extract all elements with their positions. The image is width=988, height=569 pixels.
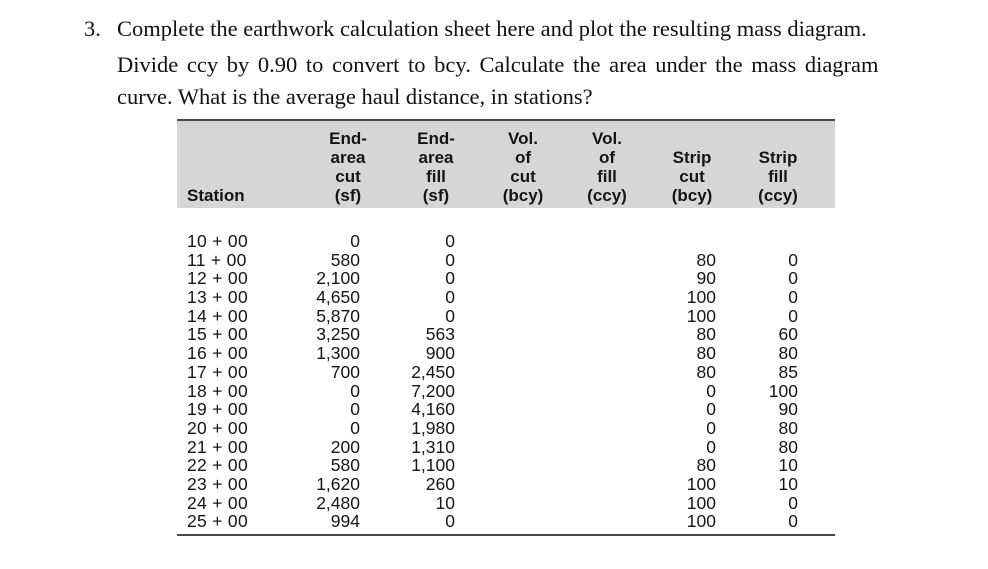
end-area-fill-cell: 0: [445, 249, 455, 270]
table-row: [177, 512, 835, 531]
header-line: cut: [679, 167, 705, 186]
header-line: Strip: [672, 148, 712, 167]
header-line: fill: [426, 167, 446, 186]
strip-cut-cell: 100: [686, 511, 716, 532]
table-row: [177, 419, 835, 438]
station-cell: 18 + 00: [187, 380, 248, 401]
table-row: [177, 344, 835, 363]
header-end-area-cut: [308, 125, 388, 205]
end-area-fill-cell: 0: [445, 231, 455, 251]
header-line: End-: [417, 129, 455, 148]
station-cell: 16 + 00: [187, 343, 248, 364]
station-cell: 19 + 00: [187, 399, 248, 420]
end-area-fill-cell: 7,200: [411, 380, 455, 401]
header-line: of: [514, 148, 532, 167]
earthwork-calculation-sheet: [177, 119, 835, 539]
strip-fill-cell: 0: [788, 492, 798, 513]
end-area-fill-cell: 4,160: [411, 399, 455, 420]
table-row: [177, 288, 835, 307]
strip-cut-cell: 80: [696, 361, 716, 382]
question-text-line-1: Complete the earthwork calculation sheet here and plot the resulting mass diagram.: [117, 16, 867, 41]
strip-fill-cell: 80: [778, 417, 798, 438]
end-area-cut-cell: 1,620: [316, 473, 360, 494]
header-strip-cut: [652, 125, 732, 205]
header-line: area: [418, 148, 454, 167]
station-cell: 24 + 00: [187, 492, 248, 513]
end-area-cut-cell: 994: [330, 511, 360, 532]
table-row: [177, 475, 835, 494]
end-area-fill-cell: 10: [435, 492, 455, 513]
table-row: [177, 307, 835, 326]
strip-cut-cell: 80: [696, 455, 716, 476]
table-row: [177, 400, 835, 419]
station-cell: 10 + 00: [187, 231, 248, 251]
table-row: [177, 232, 835, 251]
end-area-fill-cell: 900: [425, 343, 455, 364]
table-bottom-rule: [177, 534, 835, 536]
strip-fill-cell: 0: [788, 249, 798, 270]
end-area-fill-cell: 0: [445, 287, 455, 308]
header-line: (ccy): [758, 186, 798, 205]
end-area-fill-cell: 2,450: [411, 361, 455, 382]
table-row: [177, 363, 835, 382]
strip-fill-cell: 0: [788, 305, 798, 326]
end-area-cut-cell: 0: [350, 380, 360, 401]
end-area-cut-cell: 1,300: [316, 343, 360, 364]
header-line: cut: [335, 167, 361, 186]
strip-cut-cell: 100: [686, 305, 716, 326]
strip-fill-cell: 0: [788, 287, 798, 308]
strip-cut-cell: 0: [706, 399, 716, 420]
strip-cut-cell: 80: [696, 324, 716, 345]
strip-cut-cell: 0: [706, 436, 716, 457]
end-area-cut-cell: 580: [330, 455, 360, 476]
strip-cut-cell: 80: [696, 343, 716, 364]
table-row: [177, 456, 835, 475]
question-number: 3.: [84, 16, 101, 41]
table-row: [177, 269, 835, 288]
header-vol-cut: [483, 125, 563, 205]
header-line: Vol.: [592, 129, 622, 148]
strip-fill-cell: 0: [788, 511, 798, 532]
table-row: [177, 251, 835, 270]
end-area-cut-cell: 200: [330, 436, 360, 457]
end-area-cut-cell: 580: [330, 249, 360, 270]
header-line: cut: [510, 167, 536, 186]
end-area-fill-cell: 0: [445, 511, 455, 532]
strip-fill-cell: 80: [778, 343, 798, 364]
end-area-fill-cell: 1,980: [411, 417, 455, 438]
end-area-fill-cell: 260: [425, 473, 455, 494]
station-cell: 20 + 00: [187, 417, 248, 438]
end-area-cut-cell: 5,870: [316, 305, 360, 326]
station-cell: 21 + 00: [187, 436, 248, 457]
end-area-cut-cell: 0: [350, 231, 360, 251]
strip-fill-cell: 100: [768, 380, 798, 401]
header-line: (sf): [334, 186, 362, 205]
strip-fill-cell: 80: [778, 436, 798, 457]
strip-fill-cell: 60: [778, 324, 798, 345]
strip-cut-cell: 100: [686, 473, 716, 494]
station-cell: 23 + 00: [187, 473, 248, 494]
end-area-cut-cell: 0: [350, 399, 360, 420]
end-area-fill-cell: 0: [445, 305, 455, 326]
strip-fill-cell: 90: [778, 399, 798, 420]
header-station: [187, 125, 287, 205]
strip-cut-cell: 0: [706, 380, 716, 401]
header-line: (sf): [422, 186, 450, 205]
end-area-cut-cell: 2,100: [316, 268, 360, 289]
header-line: (bcy): [502, 186, 544, 205]
end-area-cut-cell: 2,480: [316, 492, 360, 513]
header-strip-fill: [738, 125, 818, 205]
table-body: [177, 232, 835, 531]
station-cell: 25 + 00: [187, 511, 248, 532]
station-cell: 13 + 00: [187, 287, 248, 308]
header-end-area-fill: [396, 125, 476, 205]
strip-fill-cell: 10: [778, 455, 798, 476]
header-line: fill: [597, 167, 617, 186]
end-area-fill-cell: 1,310: [411, 436, 455, 457]
end-area-cut-cell: 3,250: [316, 324, 360, 345]
question-text-line-2: Divide ccy by 0.90 to convert to bcy. Calculate the area under the mass diagram: [117, 52, 879, 77]
header-line: (bcy): [671, 186, 713, 205]
header-line: area: [330, 148, 366, 167]
station-cell: 12 + 00: [187, 268, 248, 289]
header-line: fill: [768, 167, 788, 186]
header-line: End-: [329, 129, 367, 148]
strip-cut-cell: 100: [686, 492, 716, 513]
table-row: [177, 382, 835, 401]
station-cell: 15 + 00: [187, 324, 248, 345]
question-text-line-3: curve. What is the average haul distance, in stations?: [117, 84, 593, 109]
strip-fill-cell: 0: [788, 268, 798, 289]
strip-cut-cell: 90: [696, 268, 716, 289]
header-line: (ccy): [587, 186, 627, 205]
table-row: [177, 438, 835, 457]
end-area-cut-cell: 700: [330, 361, 360, 382]
strip-cut-cell: 100: [686, 287, 716, 308]
header-vol-fill: [567, 125, 647, 205]
end-area-cut-cell: 4,650: [316, 287, 360, 308]
end-area-fill-cell: 1,100: [411, 455, 455, 476]
station-cell: 11 + 00: [187, 249, 247, 270]
station-cell: 22 + 00: [187, 455, 248, 476]
strip-fill-cell: 85: [778, 361, 798, 382]
end-area-cut-cell: 0: [350, 417, 360, 438]
header-line: Strip: [758, 148, 798, 167]
strip-fill-cell: 10: [778, 473, 798, 494]
end-area-fill-cell: 0: [445, 268, 455, 289]
header-line: Vol.: [508, 129, 538, 148]
table-row: [177, 494, 835, 513]
header-station-line: Station: [187, 186, 245, 205]
header-line: of: [598, 148, 616, 167]
end-area-fill-cell: 563: [425, 324, 455, 345]
station-cell: 17 + 00: [187, 361, 248, 382]
strip-cut-cell: 0: [706, 417, 716, 438]
strip-cut-cell: 80: [696, 249, 716, 270]
table-row: [177, 325, 835, 344]
station-cell: 14 + 00: [187, 305, 248, 326]
